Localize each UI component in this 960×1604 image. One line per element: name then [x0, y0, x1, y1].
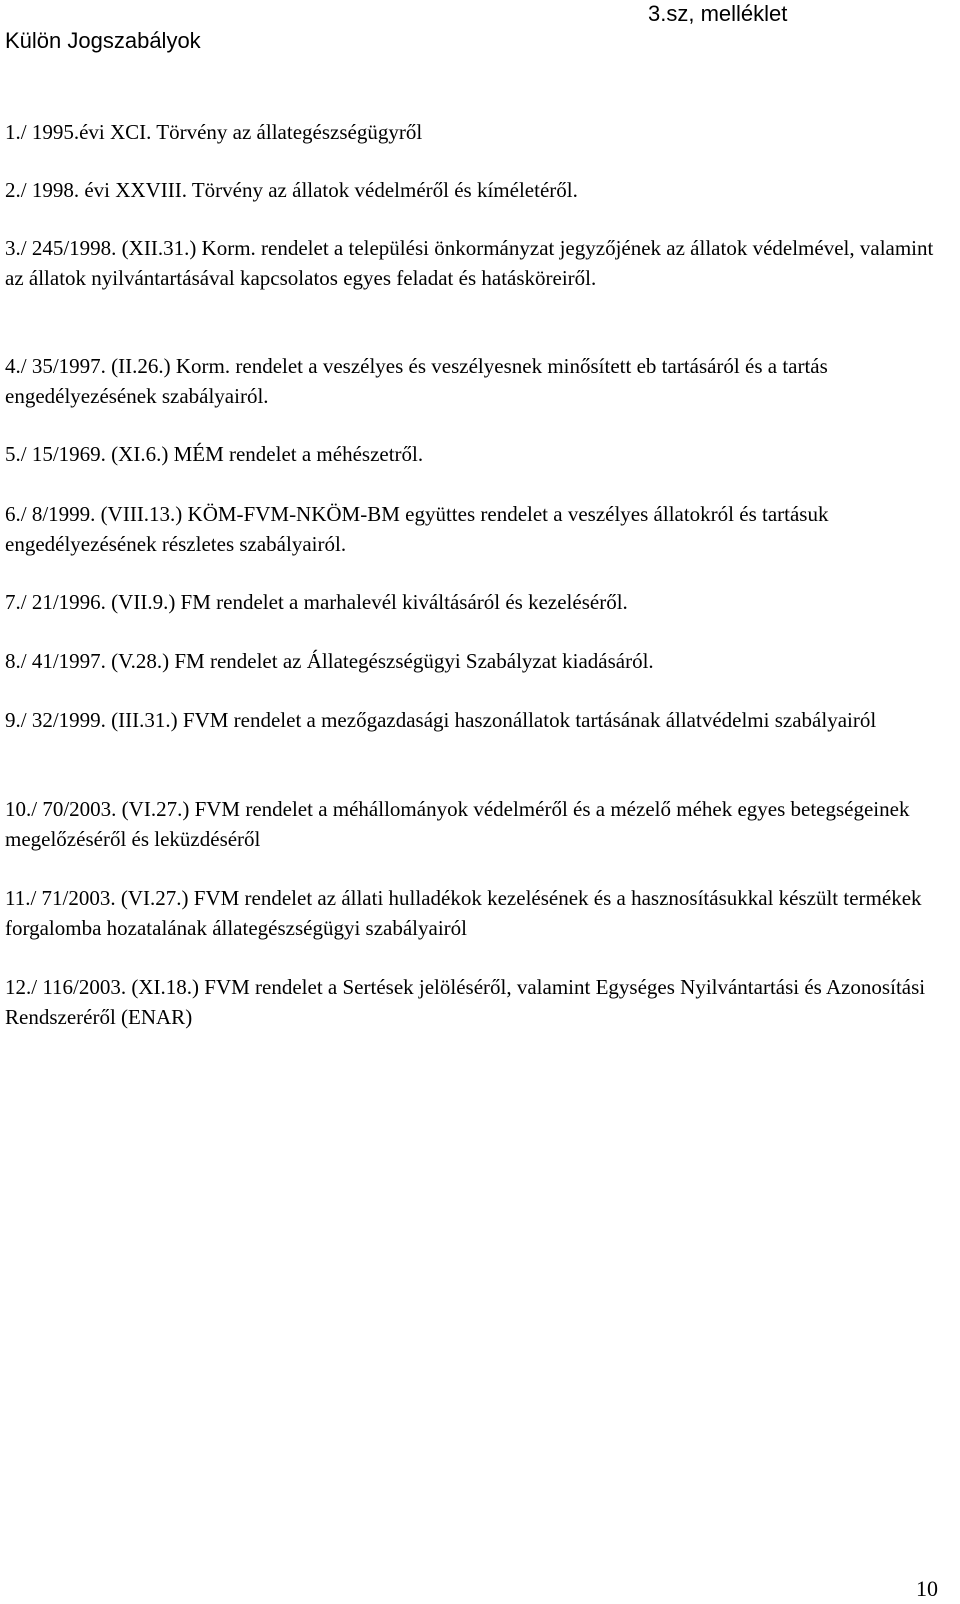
law-list-item-1: 1./ 1995.évi XCI. Törvény az állategészségügyről — [5, 120, 423, 144]
law-list-item-8: 8./ 41/1997. (V.28.) FM rendelet az Állategészségügyi Szabályzat kiadásáról. — [5, 649, 654, 673]
law-list-item-6: 6./ 8/1999. (VIII.13.) KÖM-FVM-NKÖM-BM együttes rendelet a veszélyes állatokról és tartásuk engedélyezésének részletes szabályairól. — [5, 502, 829, 556]
page-number: 10 — [916, 1576, 938, 1601]
header-right-annex-label: 3.sz, melléklet — [648, 1, 788, 26]
law-list-item-7: 7./ 21/1996. (VII.9.) FM rendelet a marhalevél kiváltásáról és kezeléséről. — [5, 590, 628, 614]
law-list-item-10: 10./ 70/2003. (VI.27.) FVM rendelet a méhállományok védelméről és a mézelő méhek egyes betegségeinek megelőzéséről és leküzdéséről — [5, 797, 910, 851]
law-list-item-12: 12./ 116/2003. (XI.18.) FVM rendelet a Sertések jelöléséről, valamint Egységes Nyilvántartási és Azonosítási Rendszeréről (ENAR) — [5, 975, 926, 1029]
law-list-item-4: 4./ 35/1997. (II.26.) Korm. rendelet a veszélyes és veszélyesnek minősített eb tartásáról és a tartás engedélyezésének szabályairól. — [5, 354, 828, 408]
law-list-item-2: 2./ 1998. évi XXVIII. Törvény az állatok védelméről és kíméletéről. — [5, 178, 578, 202]
law-list-item-11: 11./ 71/2003. (VI.27.) FVM rendelet az állati hulladékok kezelésének és a hasznosításukkal készült termékek forgalomba hozatalának állategészségügyi szabályairól — [5, 886, 922, 940]
law-list-item-9: 9./ 32/1999. (III.31.) FVM rendelet a mezőgazdasági haszonállatok tartásának állatvédelmi szabályairól — [5, 708, 877, 732]
header-left-title: Külön Jogszabályok — [5, 28, 201, 53]
law-list-item-3: 3./ 245/1998. (XII.31.) Korm. rendelet a települési önkormányzat jegyzőjének az állatok védelmével, valamint az állatok nyilvántartásával kapcsolatos egyes feladat és hatásköreiről. — [5, 236, 934, 290]
law-list-item-5: 5./ 15/1969. (XI.6.) MÉM rendelet a méhészetről. — [5, 442, 424, 466]
